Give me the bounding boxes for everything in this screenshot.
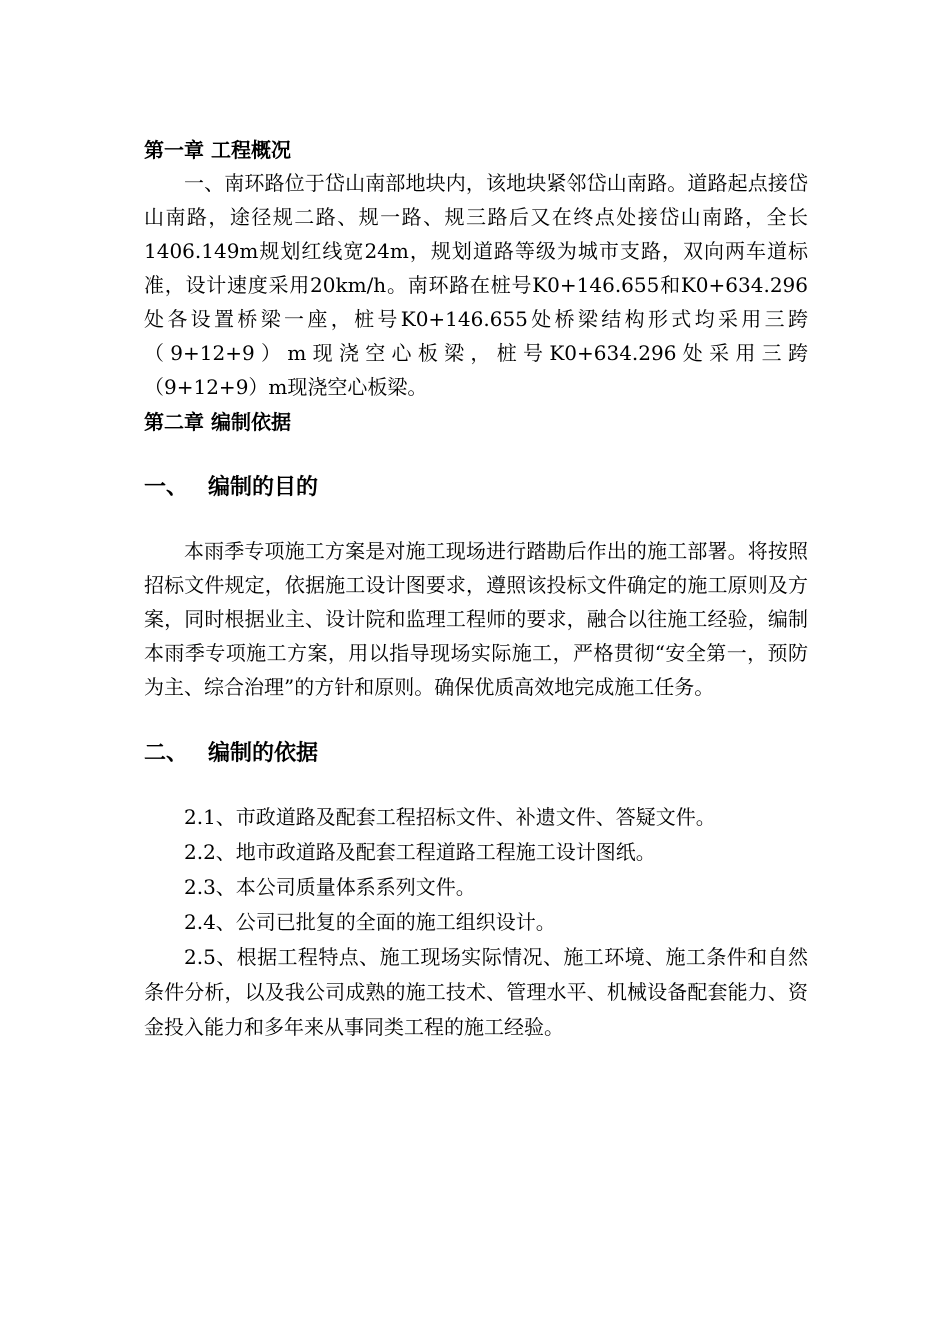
section-2-title: 编制的依据 (208, 741, 319, 766)
section-1-title: 编制的目的 (208, 475, 319, 500)
section-1-number: 一、 (144, 475, 189, 500)
section-2-number: 二、 (144, 741, 189, 766)
purpose-paragraph: 本雨季专项施工方案是对施工现场进行踏勘后作出的施工部署。将按照招标文件规定，依据施工设计图要求，遵照该投标文件确定的施工原则及方案，同时根据业主、设计院和监理工程师的要求，融合以往施工经验，编制本雨季专项施工方案，用以指导现场实际施工，严格贯彻“安全第一，预防为主、综合治理”的方针和原则。确保优质高效地完成施工任务。 (144, 539, 808, 699)
basis-item-2-1: 2.1、市政道路及配套工程招标文件、补遗文件、答疑文件。 (184, 805, 716, 829)
basis-list (144, 800, 808, 1045)
basis-item-2-5: 2.5、根据工程特点、施工现场实际情况、施工环境、施工条件和自然条件分析，以及我公司成熟的施工技术、管理水平、机械设备配套能力、资金投入能力和多年来从事同类工程的施工经验。 (144, 945, 808, 1039)
section-1-heading (144, 472, 808, 504)
chapter-1-heading: 第一章 工程概况 (144, 138, 291, 162)
basis-item-2-4: 2.4、公司已批复的全面的施工组织设计。 (184, 910, 556, 934)
basis-item-2-3: 2.3、本公司质量体系系列文件。 (184, 875, 476, 899)
chapter-2-heading: 第二章 编制依据 (144, 410, 291, 434)
project-overview-paragraph: 一、南环路位于岱山南部地块内，该地块紧邻岱山南路。道路起点接岱山南路，途径规二路、规一路、规三路后又在终点处接岱山南路，全长1406.149m规划红线宽24m，规划道路等级为城市支路，双向两车道标准，设计速度采用20km/h。南环路在桩号K0+146.655和K0+634.296处各设置桥梁一座，桩号K0+146.655处桥梁结构形式均采用三跨（9+12+9）m现浇空心板梁，桩号K0+634.296处采用三跨（9+12+9）m现浇空心板梁。 (144, 171, 808, 399)
basis-item-2-2: 2.2、地市政道路及配套工程道路工程施工设计图纸。 (184, 840, 656, 864)
document-body (144, 134, 808, 1045)
section-2-heading (144, 738, 808, 770)
